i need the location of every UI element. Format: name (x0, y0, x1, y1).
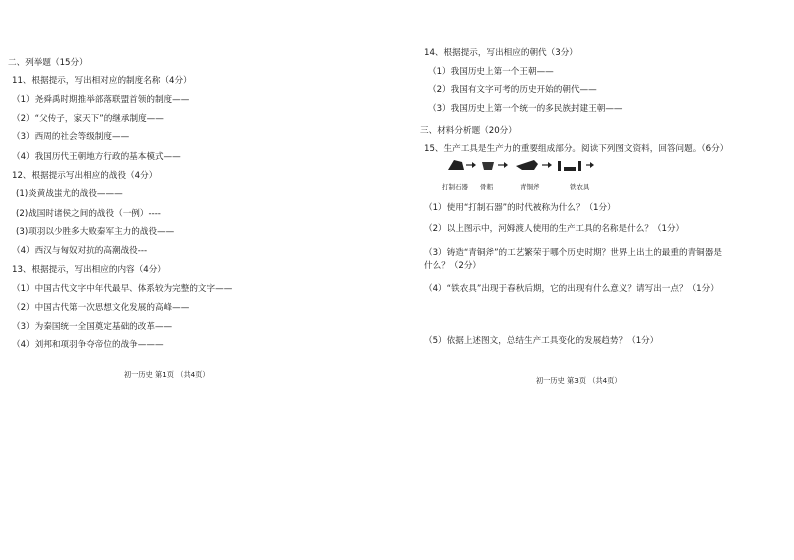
question-14-item-2: （2）我国有文字可考的历史开始的朝代—— (428, 85, 597, 95)
left-page-footer: 初一历史 第1页 （共4页） (124, 370, 210, 379)
bronze-axe-icon (516, 160, 538, 170)
tool-label-bone: 骨耜 (480, 183, 493, 191)
question-15-item-3: （3）铸造“青铜斧”的工艺繁荣于哪个历史时期？世界上出土的最重的青铜器是 (424, 248, 722, 258)
tool-label-bronze: 青铜斧 (520, 183, 540, 191)
question-11-item-1: （1）尧舜禹时期推举部落联盟首领的制度—— (12, 95, 190, 105)
question-14: 14、根据提示，写出相应的朝代（3分） (424, 48, 578, 58)
tools-illustration (442, 156, 622, 180)
question-15-item-2: （2）以上图示中，河姆渡人使用的生产工具的名称是什么？（1分） (424, 224, 685, 234)
production-tools-figure (442, 156, 622, 191)
question-15-item-1: （1）使用“打制石器”的时代被称为什么？（1分） (424, 203, 616, 213)
question-12-item-2: (2)战国时诸侯之间的战役（一例）---- (16, 209, 161, 219)
stone-tool-icon (448, 160, 464, 170)
question-13-item-2: （2）中国古代第一次思想文化发展的高峰—— (12, 303, 190, 313)
question-11-item-3: （3）西周的社会等级制度—— (12, 132, 130, 142)
question-11-item-2: （2）“父传子，家天下”的继承制度—— (12, 114, 164, 124)
question-12-item-4: （4）西汉与匈奴对抗的高潮战役--- (12, 246, 148, 256)
question-11: 11、根据提示，写出相对应的制度名称（4分） (12, 76, 192, 86)
question-13-item-4: （4）刘邦和项羽争夺帝位的战争——— (12, 340, 164, 350)
question-15-item-4: （4）“铁农具”出现于春秋后期，它的出现有什么意义？请写出一点？（1分） (424, 284, 719, 294)
question-13-item-1: （1）中国古代文字中年代最早、体系较为完整的文字—— (12, 284, 233, 294)
question-12-item-1: (1)炎黄战蚩尤的战役——— (16, 189, 123, 199)
question-15-item-5: （5）依据上述图文，总结生产工具变化的发展趋势？（1分） (424, 336, 659, 346)
question-15-item-3-cont: 什么？（2分） (424, 261, 482, 271)
tool-label-iron: 铁农具 (570, 183, 590, 191)
question-14-item-1: （1）我国历史上第一个王朝—— (428, 67, 554, 77)
question-13-item-3: （3）为秦国统一全国奠定基础的改革—— (12, 322, 173, 332)
iron-tool-icon (558, 161, 561, 171)
question-12-item-3: (3)项羽以少胜多大败秦军主力的战役—— (16, 227, 175, 237)
right-page-footer: 初一历史 第3页 （共4页） (536, 376, 622, 385)
tool-label-stone: 打制石器 (442, 183, 468, 191)
bone-spade-icon (482, 162, 494, 170)
section-2-heading: 二、列举题（15分） (8, 58, 88, 68)
section-3-heading: 三、材料分析题（20分） (420, 126, 517, 136)
question-15: 15、生产工具是生产力的重要组成部分。阅读下列图文资料，回答问题。（6分） (424, 144, 729, 154)
question-14-item-3: （3）我国历史上第一个统一的多民族封建王朝—— (428, 104, 623, 114)
question-13: 13、根据提示，写出相应的内容（4分） (12, 265, 166, 275)
question-12: 12、根据提示写出相应的战役（4分） (12, 171, 158, 181)
question-11-item-4: （4）我国历代王朝地方行政的基本模式—— (12, 152, 181, 162)
